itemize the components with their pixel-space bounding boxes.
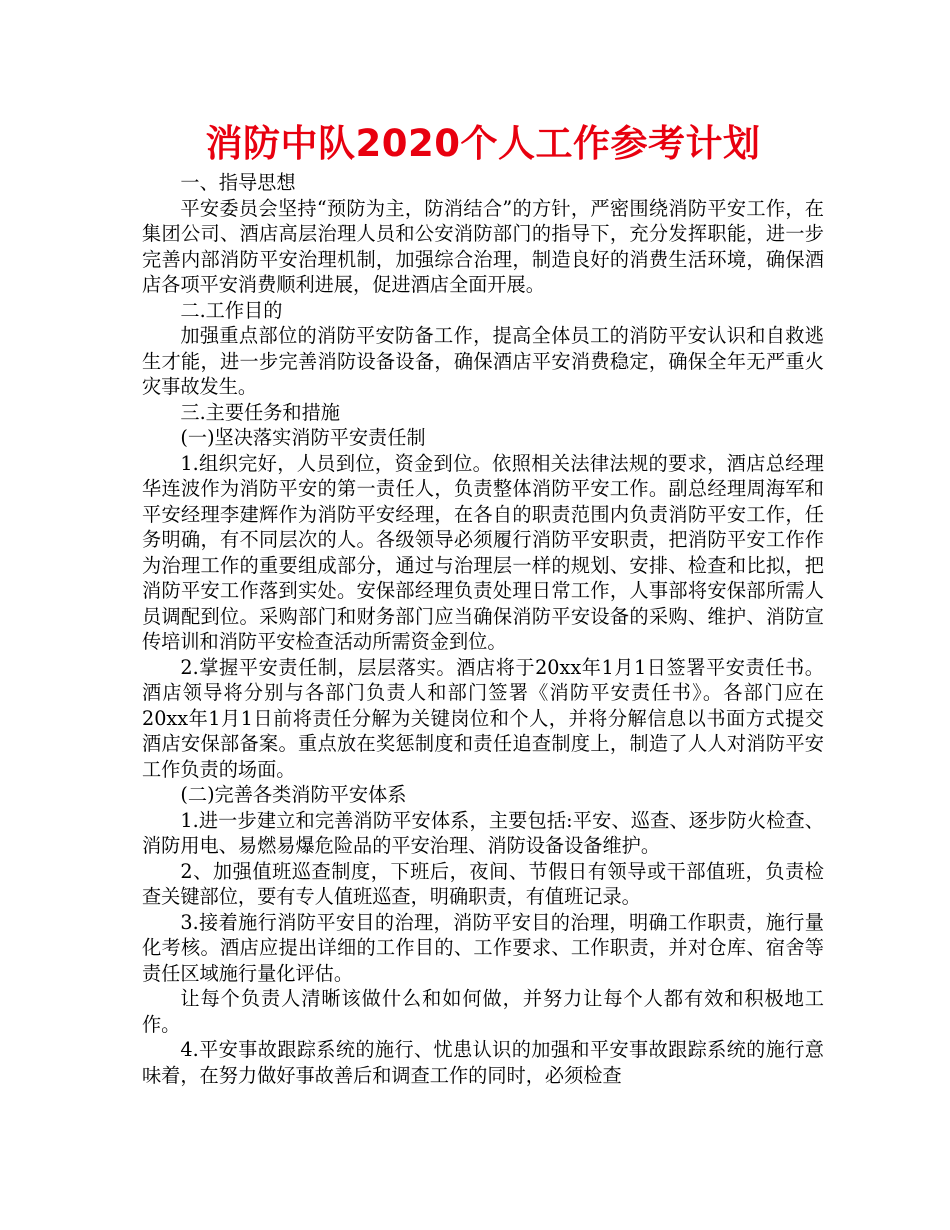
- paragraph-safety-system: 1.进一步建立和完善消防平安体系，主要包括:平安、巡查、逐步防火检查、消防用电、易燃易爆危险品的平安治理、消防设备设备维护。: [142, 808, 824, 857]
- section-heading-guiding-ideology: 一、指导思想: [180, 171, 296, 194]
- paragraph-accident-tracking: 4.平安事故跟踪系统的施行、忧患认识的加强和平安事故跟踪系统的施行意味着，在努力做好事故善后和调查工作的同时，必须检查: [142, 1038, 824, 1087]
- document-page: [142, 118, 824, 1088]
- section-heading-main-tasks: 三.主要任务和措施: [180, 400, 340, 424]
- subsection-heading-safety-systems: (二)完善各类消防平安体系: [180, 783, 407, 806]
- paragraph-work-goal: 加强重点部位的消防平安防备工作，提高全体员工的消防平安认识和自救逃生才能，进一步完善消防设备设备，确保酒店平安消费稳定，确保全年无严重火灾事故发生。: [142, 324, 824, 398]
- section-heading-work-goal: 二.工作目的: [180, 298, 283, 322]
- paragraph-guiding-ideology: 平安委员会坚持“预防为主，防消结合”的方针，严密围绕消防平安工作，在集团公司、酒店高层治理人员和公安消防部门的指导下，充分发挥职能，进一步完善内部消防平安治理机制，加强综合治理，制造良好的消费生活环境，确保酒店各项平安消费顺利进展，促进酒店全面开展。: [142, 196, 824, 296]
- paragraph-responsibility-system: 2.掌握平安责任制，层层落实。酒店将于20xx年1月1日签署平安责任书。酒店领导将分别与各部门负责人和部门签署《消防平安责任书》。各部门应在20xx年1月1日前将责任分解为关键岗位和个人，并将分解信息以书面方式提交酒店安保部备案。重点放在奖惩制度和责任追查制度上，制造了人人对消防平安工作负责的场面。: [142, 655, 824, 781]
- paragraph-each-person: 让每个负责人清晰该做什么和如何做，并努力让每个人都有效和积极地工作。: [142, 987, 824, 1036]
- subsection-heading-responsibility: (一)坚决落实消防平安责任制: [180, 426, 426, 449]
- paragraph-target-management: 3.接着施行消防平安目的治理，消防平安目的治理，明确工作职责，施行量化考核。酒店应提出详细的工作目的、工作要求、工作职责，并对仓库、宿舍等责任区域施行量化评估。: [142, 910, 824, 985]
- paragraph-duty-patrol: 2、加强值班巡查制度，下班后，夜间、节假日有领导或干部值班，负责检查关键部位，要有专人值班巡查，明确职责，有值班记录。: [142, 859, 824, 908]
- paragraph-organization: 1.组织完好，人员到位，资金到位。依照相关法律法规的要求，酒店总经理华连波作为消防平安的第一责任人，负责整体消防平安工作。副总经理周海军和平安经理李建辉作为消防平安经理，在各自的职责范围内负责消防平安工作，任务明确，有不同层次的人。各级领导必须履行消防平安职责，把消防平安工作作为治理工作的重要组成部分，通过与治理层一样的规划、安排、检查和比拟，把消防平安工作落到实处。安保部经理负责处理日常工作，人事部将安保部所需人员调配到位。采购部门和财务部门应当确保消防平安设备的采购、维护、消防宣传培训和消防平安检查活动所需资金到位。: [142, 451, 824, 653]
- document-title: 消防中队2020个人工作参考计划: [205, 122, 761, 165]
